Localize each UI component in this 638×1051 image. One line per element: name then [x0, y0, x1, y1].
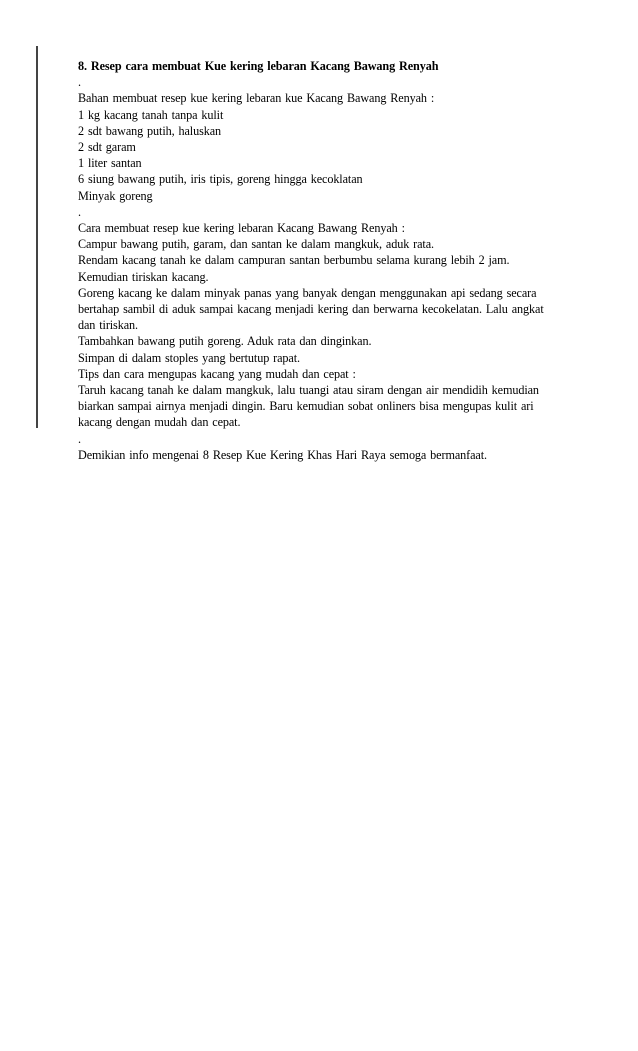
step-line: Goreng kacang ke dalam minyak panas yang banyak dengan menggunakan api sedang secara: [78, 285, 537, 300]
ingredient-item: 2 sdt garam: [78, 140, 136, 155]
step-line: Rendam kacang tanah ke dalam campuran santan berbumbu selama kurang lebih 2 jam.: [78, 253, 510, 268]
text-line: .: [78, 204, 81, 219]
closing-line: Demikian info mengenai 8 Resep Kue Kering Khas Hari Raya semoga bermanfaat.: [78, 447, 487, 462]
text-line: .: [78, 75, 81, 90]
tips-heading: Tips dan cara mengupas kacang yang mudah dan cepat :: [78, 366, 356, 381]
margin-rule: [36, 46, 38, 428]
step-line: Kemudian tiriskan kacang.: [78, 269, 209, 284]
tip-line: kacang dengan mudah dan cepat.: [78, 415, 241, 430]
ingredient-item: 6 siung bawang putih, iris tipis, goreng hingga kecoklatan: [78, 172, 363, 187]
document-body: [78, 58, 578, 463]
step-line: Campur bawang putih, garam, dan santan ke dalam mangkuk, aduk rata.: [78, 237, 434, 252]
step-line: Simpan di dalam stoples yang bertutup rapat.: [78, 350, 300, 365]
ingredients-heading: Bahan membuat resep kue kering lebaran kue Kacang Bawang Renyah :: [78, 91, 435, 106]
tip-line: biarkan sampai airnya menjadi dingin. Baru kemudian sobat onliners bisa mengupas kulit ari: [78, 399, 534, 414]
ingredient-item: 1 kg kacang tanah tanpa kulit: [78, 107, 224, 122]
ingredient-item: 2 sdt bawang putih, haluskan: [78, 123, 222, 138]
text-line: .: [78, 431, 81, 446]
tip-line: Taruh kacang tanah ke dalam mangkuk, lalu tuangi atau siram dengan air mendidih kemudian: [78, 383, 539, 398]
ingredient-item: 1 liter santan: [78, 156, 142, 171]
steps-heading: Cara membuat resep kue kering lebaran Kacang Bawang Renyah :: [78, 221, 405, 236]
step-line: dan tiriskan.: [78, 318, 138, 333]
step-line: bertahap sambil di aduk sampai kacang menjadi kering dan berwarna kecokelatan. Lalu angkat: [78, 302, 544, 317]
ingredient-item: Minyak goreng: [78, 188, 153, 203]
recipe-title: 8. Resep cara membuat Kue kering lebaran Kacang Bawang Renyah: [78, 59, 439, 73]
step-line: Tambahkan bawang putih goreng. Aduk rata dan dinginkan.: [78, 334, 372, 349]
